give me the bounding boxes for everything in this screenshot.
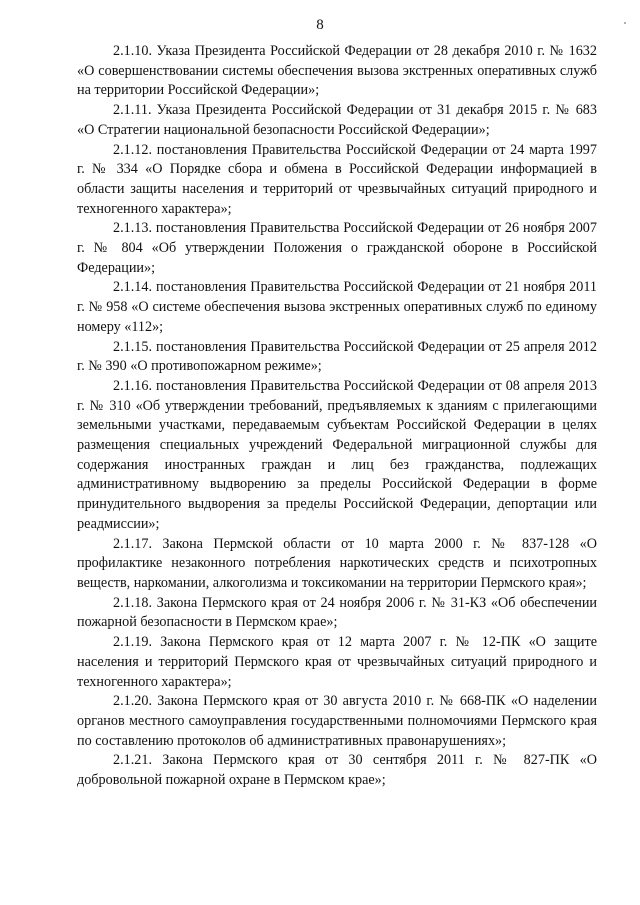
list-item: 2.1.12. постановления Правительства Российской Федерации от 24 марта 1997 г. № 334 «О Порядке сбора и обмена в Российской Федерации информацией в области защиты населения и территорий от чрезвычайных ситуаций природного и техногенного характера»; <box>77 141 597 217</box>
list-item: 2.1.11. Указа Президента Российской Федерации от 31 декабря 2015 г. № 683 «О Стратегии национальной безопасности Российской Федерации»; <box>77 102 597 138</box>
legal-list <box>77 42 597 791</box>
list-item: 2.1.20. Закона Пермского края от 30 августа 2010 г. № 668-ПК «О наделении органов местного самоуправления государственными полномочиями Пермского края по составлению протоколов об административных правонарушениях»; <box>77 693 597 749</box>
list-item: 2.1.17. Закона Пермской области от 10 марта 2000 г. № 837-128 «О профилактике незаконного потребления наркотических средств и психотропных веществ, наркомании, алкоголизма и токсикомании на территории Пермского края»; <box>77 535 597 591</box>
page-number: 8 <box>316 17 324 33</box>
list-item: 2.1.10. Указа Президента Российской Федерации от 28 декабря 2010 г. № 1632 «О совершенствовании системы обеспечения вызова экстренных оперативных служб на территории Российской Федерации»; <box>77 43 597 99</box>
list-item: 2.1.16. постановления Правительства Российской Федерации от 08 апреля 2013 г. № 310 «Об утверждении требований, предъявляемых к зданиям с прилегающими земельными участками, передаваемым субъектам Российской Федерации в целях размещения специальных учреждений Федеральной миграционной службы для содержания иностранных граждан и лиц без гражданства, подлежащих административному выдворению за пределы Российской Федерации в форме принудительного выдворения за пределы Российской Федерации, депортации или реадмиссии»; <box>77 377 597 532</box>
list-item: 2.1.14. постановления Правительства Российской Федерации от 21 ноября 2011 г. № 958 «О системе обеспечения вызова экстренных оперативных служб по единому номеру «112»; <box>77 279 597 335</box>
list-item: 2.1.18. Закона Пермского края от 24 ноября 2006 г. № 31-КЗ «Об обеспечении пожарной безопасности в Пермском крае»; <box>77 594 597 631</box>
list-item: 2.1.21. Закона Пермского края от 30 сентября 2011 г. № 827-ПК «О добровольной пожарной охране в Пермском крае»; <box>77 752 597 789</box>
list-item: 2.1.13. постановления Правительства Российской Федерации от 26 ноября 2007 г. № 804 «Об утверждении Положения о гражданской обороне в Российской Федерации»; <box>77 220 597 276</box>
list-item: 2.1.15. постановления Правительства Российской Федерации от 25 апреля 2012 г. № 390 «О противопожарном режиме»; <box>77 338 597 375</box>
list-item: 2.1.19. Закона Пермского края от 12 марта 2007 г. № 12-ПК «О защите населения и территорий Пермского края от чрезвычайных ситуаций природного и техногенного характера»; <box>77 634 597 690</box>
